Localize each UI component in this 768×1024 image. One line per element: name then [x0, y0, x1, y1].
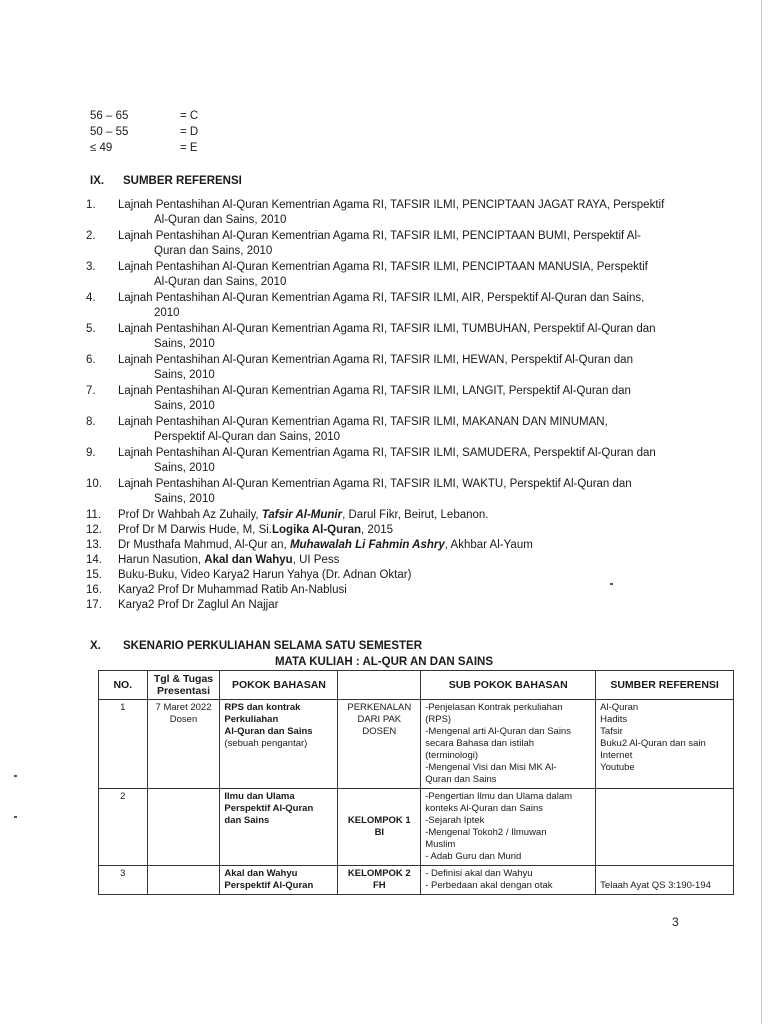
- subtopic-line: (RPS): [425, 714, 452, 725]
- reference-list: [86, 198, 696, 613]
- reference-publisher: , 2015: [361, 524, 394, 536]
- grade-letter: = D: [180, 126, 199, 138]
- cell-date-line: 7 Maret 2022: [155, 702, 212, 713]
- subtopic-line: Muslim: [425, 839, 456, 850]
- reference-item: [86, 523, 696, 538]
- header-group: [338, 671, 421, 700]
- reference-item: [86, 583, 696, 598]
- topic-line: Perkuliahan: [224, 714, 279, 725]
- header-date: [147, 671, 220, 700]
- reference-line: Internet: [600, 750, 633, 761]
- reference-item: [86, 198, 696, 228]
- cell-topic: [220, 700, 338, 789]
- group-line: FH: [372, 880, 386, 891]
- reference-item: [86, 508, 696, 523]
- reference-text: Lajnah Pentashihan Al-Quran Kementrian Agama RI, TAFSIR ILMI, LANGIT, Perspektif Al-Quran dan: [118, 385, 631, 397]
- topic-line: Akal dan Wahyu: [224, 868, 298, 879]
- cell-topic: [220, 866, 338, 895]
- cell-reference: Telaah Ayat QS 3:190-194: [596, 866, 734, 895]
- cell-no: 1: [99, 700, 148, 789]
- reference-text: Karya2 Prof Dr Zaglul An Najjar: [118, 599, 279, 611]
- reference-item: [86, 291, 696, 321]
- reference-text: Lajnah Pentashihan Al-Quran Kementrian Agama RI, TAFSIR ILMI, PENCIPTAAN BUMI, Perspektif Al-: [118, 230, 641, 242]
- reference-item: [86, 553, 696, 568]
- grade-row: [90, 108, 198, 124]
- cell-no: 3: [99, 866, 148, 895]
- reference-number: 8.: [86, 416, 96, 428]
- topic-line: dan Sains: [224, 815, 270, 826]
- reference-number: 6.: [86, 354, 96, 366]
- group-line: DARI PAK DOSEN: [357, 714, 402, 737]
- reference-text: Buku-Buku, Video Karya2 Harun Yahya (Dr. Adnan Oktar): [118, 569, 412, 581]
- reference-item: [86, 446, 696, 476]
- section-heading-references: [90, 175, 242, 187]
- schedule-table: [98, 670, 734, 895]
- grade-row: [90, 140, 198, 156]
- grade-row: [90, 124, 198, 140]
- table-row: [99, 866, 734, 895]
- cell-group: [338, 700, 421, 789]
- reference-text-continued: Sains, 2010: [154, 493, 215, 505]
- subtopic-line: -Mengenal arti Al-Quran dan Sains: [425, 726, 571, 737]
- reference-line: Tafsir: [600, 726, 623, 737]
- subtopic-line: - Adab Guru dan Murid: [425, 851, 522, 862]
- reference-number: 10.: [86, 478, 102, 490]
- cell-group: [338, 866, 421, 895]
- header-reference: SUMBER REFERENSI: [596, 671, 734, 700]
- header-date-line2: Presentasi: [156, 685, 211, 697]
- reference-item: [86, 384, 696, 414]
- reference-number: 2.: [86, 230, 96, 242]
- reference-title: Logika Al-Quran: [272, 524, 362, 536]
- grade-letter: = E: [180, 142, 198, 154]
- reference-publisher: , Akhbar Al-Yaum: [444, 539, 533, 551]
- subtopic-line: - Perbedaan akal dengan otak: [425, 880, 553, 891]
- cell-reference: [596, 789, 734, 866]
- cell-date: [147, 700, 220, 789]
- reference-number: 7.: [86, 385, 96, 397]
- reference-text: Lajnah Pentashihan Al-Quran Kementrian Agama RI, TAFSIR ILMI, PENCIPTAAN MANUSIA, Perspektif: [118, 261, 648, 273]
- reference-item: [86, 353, 696, 383]
- reference-text: Lajnah Pentashihan Al-Quran Kementrian Agama RI, TAFSIR ILMI, SAMUDERA, Perspektif Al-Quran dan: [118, 447, 656, 459]
- scan-speck: [14, 816, 17, 818]
- cell-topic: [220, 789, 338, 866]
- subtopic-line: -Sejarah Iptek: [425, 815, 485, 826]
- reference-number: 12.: [86, 524, 102, 536]
- subtopic-line: Quran dan Sains: [425, 774, 497, 785]
- reference-text: Lajnah Pentashihan Al-Quran Kementrian Agama RI, TAFSIR ILMI, WAKTU, Perspektif Al-Quran dan: [118, 478, 632, 490]
- reference-item: [86, 260, 696, 290]
- group-line: BI: [374, 827, 385, 838]
- reference-text: Karya2 Prof Dr Muhammad Ratib An-Nablusi: [118, 584, 347, 596]
- cell-group: [338, 789, 421, 866]
- section-title: SUMBER REFERENSI: [123, 175, 242, 187]
- reference-line: Al-Quran: [600, 702, 639, 713]
- reference-text-continued: Sains, 2010: [154, 462, 215, 474]
- topic-line: Ilmu dan Ulama: [224, 791, 295, 802]
- reference-line: Hadits: [600, 714, 628, 725]
- subtopic-line: -Penjelasan Kontrak perkuliahan: [425, 702, 563, 713]
- reference-text-continued: Quran dan Sains, 2010: [154, 245, 273, 257]
- reference-item: [86, 229, 696, 259]
- topic-line: (sebuah pengantar): [224, 738, 308, 749]
- topic-line: Perspektif Al-Quran: [224, 880, 314, 891]
- scan-speck: [14, 775, 17, 777]
- cell-reference: [596, 700, 734, 789]
- header-subtopic: SUB POKOK BAHASAN: [421, 671, 596, 700]
- reference-title: Akal dan Wahyu: [204, 554, 293, 566]
- subtopic-line: konteks Al-Quran dan Sains: [425, 803, 543, 814]
- reference-publisher: , UI Pess: [292, 554, 340, 566]
- grade-letter: = C: [180, 110, 199, 122]
- section-heading-schedule: [90, 640, 422, 652]
- reference-text: Lajnah Pentashihan Al-Quran Kementrian Agama RI, TAFSIR ILMI, MAKANAN DAN MINUMAN,: [118, 416, 608, 428]
- cell-subtopic: [421, 700, 596, 789]
- group-line: KELOMPOK 2: [347, 868, 411, 879]
- reference-number: 16.: [86, 584, 102, 596]
- group-line: PERKENALAN: [347, 702, 412, 713]
- cell-no: 2: [99, 789, 148, 866]
- reference-item: [86, 477, 696, 507]
- topic-line: Perspektif Al-Quran: [224, 803, 314, 814]
- reference-text-continued: Perspektif Al-Quran dan Sains, 2010: [154, 431, 341, 443]
- reference-text-continued: 2010: [154, 307, 180, 319]
- reference-line: Youtube: [600, 762, 635, 773]
- page-number: 3: [672, 915, 679, 929]
- reference-title: Tafsir Al-Munir: [261, 509, 343, 521]
- reference-author: Dr Musthafa Mahmud, Al-Qur an,: [118, 539, 290, 551]
- section-title: SKENARIO PERKULIAHAN SELAMA SATU SEMESTER: [123, 640, 423, 652]
- page-edge-line: [761, 0, 762, 1024]
- cell-subtopic: [421, 866, 596, 895]
- grade-range: 50 – 55: [90, 126, 129, 138]
- grade-range: 56 – 65: [90, 110, 129, 122]
- reference-number: 9.: [86, 447, 96, 459]
- reference-line: Buku2 Al-Quran dan sain: [600, 738, 706, 749]
- reference-text: Lajnah Pentashihan Al-Quran Kementrian Agama RI, TAFSIR ILMI, HEWAN, Perspektif Al-Quran dan: [118, 354, 633, 366]
- subtopic-line: secara Bahasa dan istilah: [425, 738, 535, 749]
- reference-text-continued: Sains, 2010: [154, 369, 215, 381]
- reference-text: Lajnah Pentashihan Al-Quran Kementrian Agama RI, TAFSIR ILMI, TUMBUHAN, Perspektif Al-Quran dan: [118, 323, 656, 335]
- cell-subtopic: [421, 789, 596, 866]
- reference-text-continued: Sains, 2010: [154, 400, 215, 412]
- reference-item: [86, 415, 696, 445]
- reference-number: 17.: [86, 599, 102, 611]
- reference-title: Muhawalah Li Fahmin Ashry: [289, 539, 445, 551]
- subtopic-line: - Definisi akal dan Wahyu: [425, 868, 533, 879]
- table-row: [99, 700, 734, 789]
- section-number: IX.: [90, 175, 105, 187]
- reference-number: 1.: [86, 199, 96, 211]
- subtopic-line: (terminologi): [425, 750, 479, 761]
- grade-range: ≤ 49: [90, 142, 113, 154]
- course-title: MATA KULIAH : AL-QUR AN DAN SAINS: [274, 656, 494, 668]
- reference-text-continued: Al-Quran dan Sains, 2010: [154, 214, 287, 226]
- reference-item: [86, 598, 696, 613]
- grade-scale: [90, 108, 198, 156]
- reference-author: Harun Nasution,: [118, 554, 205, 566]
- subtopic-line: -Mengenal Tokoh2 / Ilmuwan: [425, 827, 547, 838]
- reference-text: Lajnah Pentashihan Al-Quran Kementrian Agama RI, TAFSIR ILMI, AIR, Perspektif Al-Quran dan Sains,: [118, 292, 645, 304]
- reference-text-continued: Al-Quran dan Sains, 2010: [154, 276, 287, 288]
- cell-presenter: Dosen: [169, 714, 198, 725]
- reference-item: [86, 538, 696, 553]
- reference-number: 3.: [86, 261, 96, 273]
- reference-number: 11.: [86, 509, 102, 521]
- table-row: [99, 789, 734, 866]
- header-topic: POKOK BAHASAN: [220, 671, 338, 700]
- reference-number: 15.: [86, 569, 102, 581]
- header-date-line1: Tgl & Tugas: [153, 673, 214, 685]
- cell-date: [147, 866, 220, 895]
- reference-number: 4.: [86, 292, 96, 304]
- reference-item: [86, 322, 696, 352]
- reference-number: 14.: [86, 554, 102, 566]
- topic-line: RPS dan kontrak: [224, 702, 301, 713]
- reference-text-continued: Sains, 2010: [154, 338, 215, 350]
- reference-author: Prof Dr Wahbah Az Zuhaily,: [118, 509, 262, 521]
- subtopic-line: -Mengenal Visi dan Misi MK Al-: [425, 762, 557, 773]
- reference-publisher: , Darul Fikr, Beirut, Lebanon.: [342, 509, 489, 521]
- reference-author: Prof Dr M Darwis Hude, M, Si.: [118, 524, 272, 536]
- section-number: X.: [90, 640, 101, 652]
- reference-number: 13.: [86, 539, 102, 551]
- cell-date: [147, 789, 220, 866]
- scan-speck: [610, 583, 613, 585]
- header-no: NO.: [99, 671, 148, 700]
- table-header-row: [99, 671, 734, 700]
- topic-line: Al-Quran dan Sains: [224, 726, 313, 737]
- group-line: KELOMPOK 1: [347, 815, 411, 826]
- reference-text: Lajnah Pentashihan Al-Quran Kementrian Agama RI, TAFSIR ILMI, PENCIPTAAN JAGAT RAYA, Perspektif: [118, 199, 665, 211]
- reference-number: 5.: [86, 323, 96, 335]
- reference-item: [86, 568, 696, 583]
- subtopic-line: -Pengertian Ilmu dan Ulama dalam: [425, 791, 573, 802]
